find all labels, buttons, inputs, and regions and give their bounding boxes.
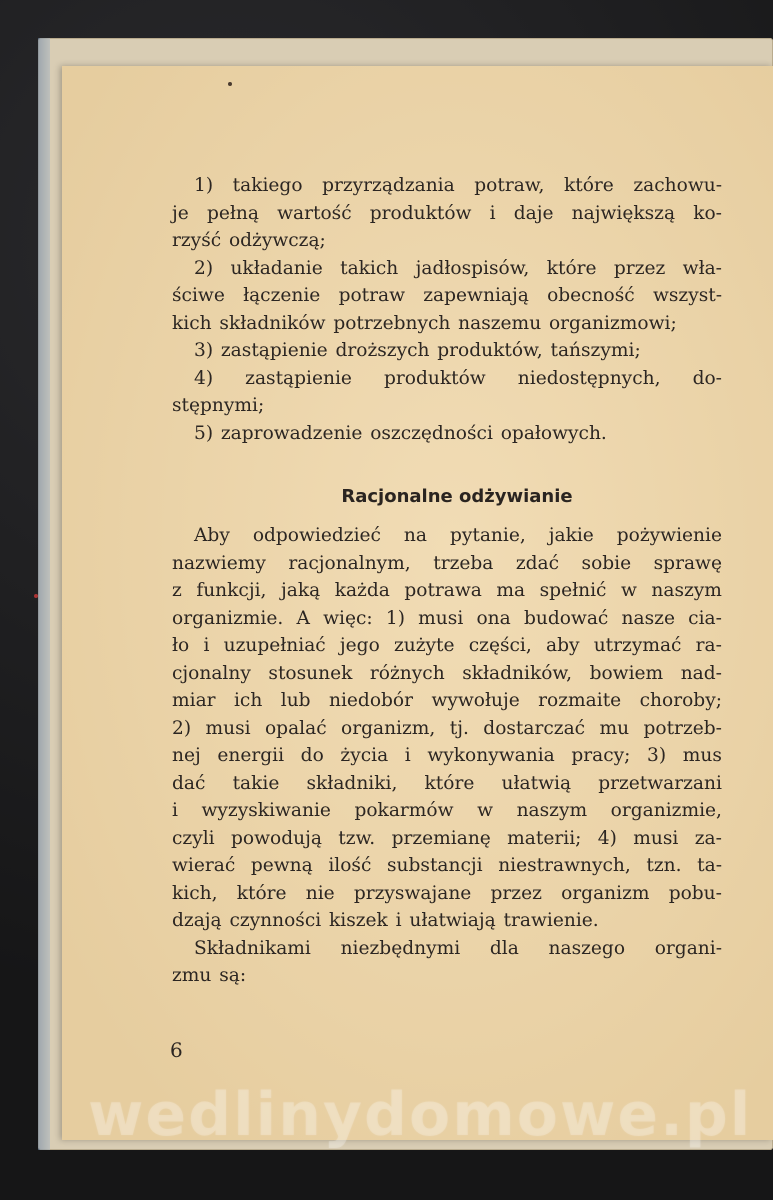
text-line: czyli powodują tzw. przemianę materii; 4) musi za-	[172, 827, 722, 849]
text-line: i wyzyskiwanie pokarmów w naszym organizmie,	[172, 800, 722, 821]
text-line: ściwe łączenie potraw zapewniają obecność wszyst-	[172, 285, 722, 306]
text-line: z funkcji, jaką każda potrawa ma spełnić w naszym	[172, 580, 722, 601]
text-line: organizmie. A więc: 1) musi ona budować nasze cia-	[172, 607, 722, 629]
text-line: zmu są:	[172, 965, 247, 986]
text-line: ło i uzupełniać jego zużyte części, aby utrzymać ra-	[172, 635, 722, 656]
text-line: Aby odpowiedzieć na pytanie, jakie pożywienie	[194, 525, 722, 546]
text-line: kich składników potrzebnych naszemu organizmowi;	[172, 312, 677, 334]
paper-speck	[228, 82, 232, 86]
text-line: 3) zastąpienie droższych produktów, tańszymi;	[194, 340, 641, 361]
text-line: 5) zaprowadzenie oszczędności opałowych.	[194, 422, 607, 444]
text-line: 2) układanie takich jadłospisów, które przez wła-	[194, 257, 722, 279]
cover-edge	[38, 38, 50, 1150]
text-line: je pełną wartość produktów i daje największą ko-	[172, 202, 722, 224]
text-line: dać takie składniki, które ułatwią przetwarzani	[172, 772, 722, 794]
text-line: nej energii do życia i wykonywania pracy; 3) mus	[172, 745, 722, 766]
text-line: 2) musi opalać organizm, tj. dostarczać mu potrzeb-	[172, 717, 722, 739]
text-line: 4) zastąpienie produktów niedostępnych, do-	[194, 367, 722, 389]
text-line: rzyść odżywczą;	[172, 230, 326, 251]
text-line: miar ich lub niedobór wywołuje rozmaite choroby;	[172, 690, 722, 711]
text-line: wierać pewną ilość substancji niestrawnych, tzn. ta-	[172, 855, 722, 876]
text-line: nazwiemy racjonalnym, trzeba zdać sobie sprawę	[172, 552, 722, 574]
text-line: 1) takiego przyrządzania potraw, które zachowu-	[194, 175, 722, 196]
text-line: dzają czynności kiszek i ułatwiają trawienie.	[172, 910, 599, 931]
text-line: cjonalny stosunek różnych składników, bowiem nad-	[172, 662, 722, 684]
text-line: kich, które nie przyswajane przez organizm pobu-	[172, 882, 722, 904]
paper-speck	[34, 594, 38, 598]
paragraph-1	[172, 522, 722, 935]
section-heading: Racjonalne odżywianie	[341, 486, 573, 507]
page-text	[172, 172, 722, 990]
paragraph-2	[172, 935, 722, 990]
page-number: 6	[170, 1038, 183, 1062]
watermark-text: wedlinydomowe.pl	[88, 1080, 753, 1150]
enumeration-list	[172, 172, 722, 447]
text-line: stępnymi;	[172, 395, 265, 416]
text-line: Składnikami niezbędnymi dla naszego organi-	[194, 937, 722, 959]
